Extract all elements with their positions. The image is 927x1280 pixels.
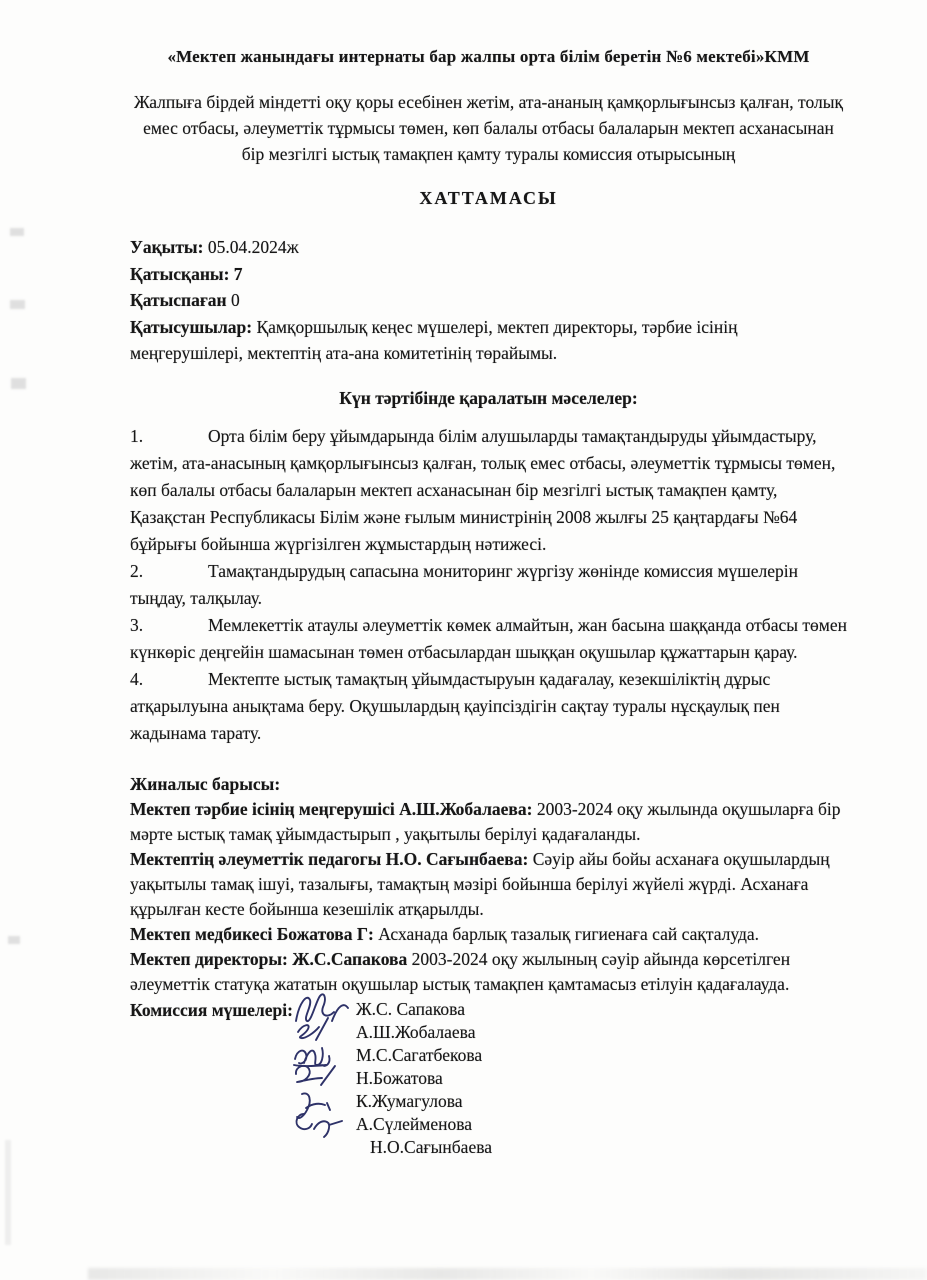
agenda-item-text: Мемлекеттік атаулы әлеуметтік көмек алмайтын, жан басына шаққанда отбасы төмен күнкөріс деңгейін шамасынан төмен отбасылардан шыққан оқушылар құжаттарын қарау. — [130, 614, 847, 662]
agenda-item-text: Тамақтандырудың сапасына мониторинг жүргізу жөнінде комиссия мүшелерін тыңдау, талқылау. — [130, 560, 799, 608]
commission-member-name: К.Жумагулова — [356, 1090, 463, 1111]
scan-artifact — [5, 1140, 11, 1245]
commission-member-name: А.Ш.Жобалаева — [356, 1021, 476, 1042]
minutes-heading: Жиналыс барысы: — [130, 773, 281, 794]
commission-member-name: Н.О.Сағынбаева — [370, 1136, 493, 1157]
commission-row — [130, 1113, 847, 1136]
meta-label: Қатысқаны: — [130, 263, 230, 284]
agenda-item-number: 4. — [130, 668, 144, 689]
scan-artifact — [88, 1268, 927, 1280]
minutes-entry — [130, 922, 847, 947]
commission-member-name: Н.Божатова — [356, 1067, 443, 1088]
document-subtitle: Жалпыға бірдей міндетті оқу қоры есебінен жетім, ата-ананың қамқорлығынсыз қалған, толық емес отбасы, әлеуметтік тұрмысы төмен, көп балалы отбасы балаларын мектеп асханасынан бір мезгілгі ыстық тамақпен қамту туралы комиссия отырысының — [133, 92, 843, 164]
minutes-text: 2003-2024 оқу жылының сәуір айында көрсетілген әлеуметтік статуқа жататын оқушылар ыстық тамақпен қамтамасыз етілуін қадағалауда. — [130, 948, 791, 994]
commission-member-name: М.С.Сагатбекова — [356, 1044, 483, 1065]
meta-value: 0 — [231, 290, 240, 310]
agenda-item — [130, 423, 847, 558]
commission-row — [130, 1044, 847, 1067]
meta-row-attended — [130, 261, 847, 288]
signature-icon — [298, 1067, 356, 1090]
document-title: «Мектеп жанындағы интернаты бар жалпы орта білім беретін №6 мектебі»КММ — [167, 47, 810, 66]
scan-artifact — [11, 378, 26, 389]
minutes-block — [130, 797, 847, 997]
meta-block — [130, 234, 847, 367]
agenda-heading: Күн тәртібінде қаралатын мәселелер: — [339, 387, 638, 408]
commission-row — [130, 998, 847, 1021]
commission-member-name: Ж.С. Сапакова — [356, 998, 465, 1019]
commission-block — [130, 998, 847, 1159]
minutes-speaker: Мектеп тәрбие ісінің меңгерушісі А.Ш.Жобалаева: — [130, 798, 533, 819]
minutes-text: 2003-2024 оқу жылында оқушыларға бір мәрте ыстық тамақ ұйымдастырып , уақытылы берілуі қадағаланды. — [130, 798, 841, 844]
commission-row — [130, 1136, 847, 1159]
scan-artifact — [10, 300, 25, 309]
agenda-item-number: 2. — [130, 560, 144, 581]
agenda-item-number: 1. — [130, 425, 144, 446]
commission-row — [130, 1090, 847, 1113]
meta-value: 7 — [233, 263, 243, 284]
commission-row — [130, 1021, 847, 1044]
meta-value: Қамқоршылық кеңес мүшелері, мектеп директоры, тәрбие ісінің меңгерушілері, мектептің ата-ана комитетінің төрайымы. — [130, 316, 738, 363]
meta-row-participants — [130, 314, 847, 367]
meta-label: Уақыты: — [130, 237, 204, 257]
minutes-entry — [130, 797, 847, 847]
agenda-item-text: Мектепте ыстық тамақтың ұйымдастыруын қадағалау, кезекшіліктің дұрыс атқарылуына анықтама беру. Оқушылардың қауіпсіздігін сақтау туралы нұсқаулық пен жадынама тарату. — [130, 668, 780, 743]
meta-row-time — [130, 234, 847, 261]
document-type-heading: ХАТТАМАСЫ — [419, 188, 558, 208]
agenda-item — [130, 666, 847, 747]
minutes-speaker: Мектептің әлеуметтік педагогы Н.О. Сағынбаева: — [130, 848, 529, 869]
commission-member-name: А.Сүлейменова — [356, 1113, 473, 1134]
agenda-item-number: 3. — [130, 614, 144, 635]
agenda-item-text: Орта білім беру ұйымдарында білім алушыларды тамақтандыруды ұйымдастыру, жетім, ата-анасының қамқорлығынсыз қалған, толық емес отбасы, әлеуметтік тұрмысы төмен, көп балалы отбасы балаларын мектеп асханасынан бір мезгілгі ыстық тамақпен қамту, Қазақстан Республикасы Білім және ғылым министрінің 2008 жылғы 25 қаңтардағы №64 бұйрығы бойынша жүргізілген жұмыстардың нәтижесі. — [130, 425, 836, 554]
minutes-speaker: Мектеп медбикесі Божатова Г: — [130, 923, 374, 944]
minutes-entry — [130, 847, 847, 922]
scan-artifact — [8, 936, 20, 944]
signature-icon — [298, 1113, 356, 1136]
meta-label: Қатыспаған — [130, 290, 227, 310]
meta-row-absent — [130, 287, 847, 314]
signature-slot-empty — [298, 1136, 356, 1159]
minutes-speaker: Мектеп директоры: Ж.С.Сапакова — [130, 948, 408, 969]
agenda-item — [130, 558, 847, 612]
agenda-item — [130, 612, 847, 666]
minutes-text: Асханада барлық тазалық гигиенаға сай сақталуда. — [378, 923, 760, 944]
meta-value: 05.04.2024ж — [207, 237, 299, 257]
meta-label: Қатысушылар: — [130, 316, 253, 337]
commission-label: Комиссия мүшелері: — [130, 999, 293, 1020]
scan-artifact — [10, 228, 24, 236]
commission-row — [130, 1067, 847, 1090]
agenda-list — [130, 423, 847, 747]
minutes-text: Сәуір айы бойы асханаға оқушылардың уақытылы тамақ ішуі, тазалығы, тамақтың мәзірі бойынша берілуі жүйелі жүрді. Асханаға құрылған кесте бойынша кезешілік атқарылды. — [130, 848, 830, 919]
minutes-entry — [130, 947, 847, 997]
